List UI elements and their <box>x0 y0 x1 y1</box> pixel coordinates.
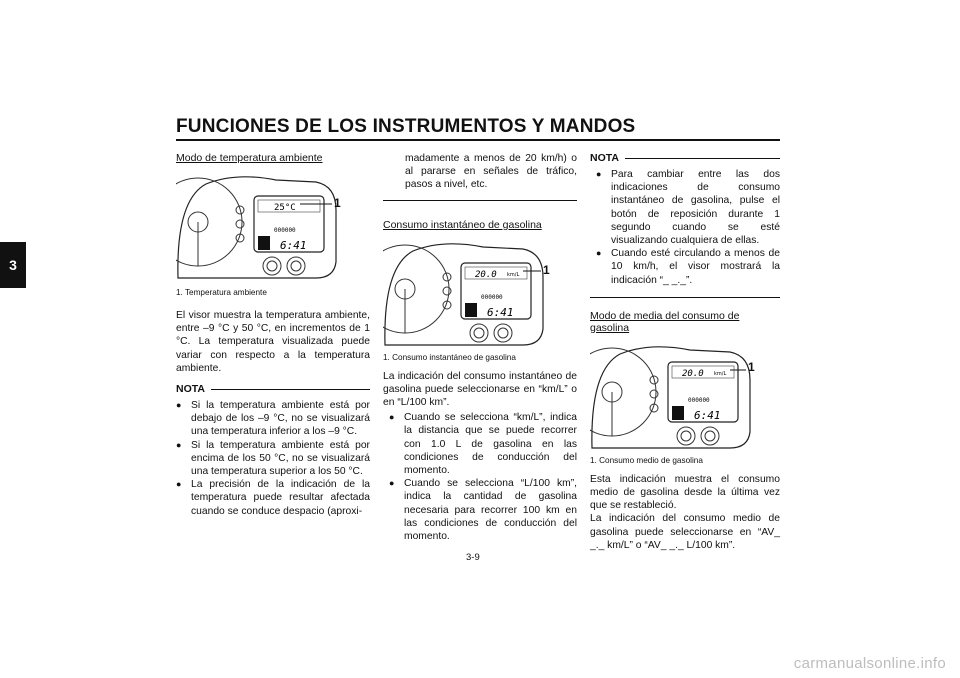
section-title-instant-fuel: Consumo instantáneo de gasolina <box>383 218 542 231</box>
chapter-tab: 3 <box>0 242 26 288</box>
figure-callout: 1 <box>748 359 755 374</box>
page-number: 3-9 <box>466 552 480 563</box>
display-value: 20.0 <box>475 269 497 280</box>
display-unit: km/L <box>507 271 520 278</box>
page-header-title: FUNCIONES DE LOS INSTRUMENTOS Y MANDOS <box>176 116 636 137</box>
nota-list <box>176 399 370 518</box>
instrument-cluster-illustration <box>176 170 340 282</box>
figure-caption: 1. Temperatura ambiente <box>176 288 267 297</box>
nota-heading <box>176 383 370 395</box>
column-2 <box>383 152 577 543</box>
display-clock: 6:41 <box>694 408 721 422</box>
display-clock: 6:41 <box>280 239 307 252</box>
header-rule <box>176 139 780 141</box>
figure-caption: 1. Consumo instantáneo de gasolina <box>383 352 516 362</box>
figure-callout: 1 <box>543 262 550 277</box>
instant-fuel-list <box>383 411 577 543</box>
figure-instant-fuel <box>383 237 577 349</box>
paragraph-average-fuel-2: La indicación del consumo medio de gasolina puede seleccionarse en “AV_ _._ km/L” o “AV_ _._ L/100 km”. <box>590 513 780 551</box>
display-value: 25°C <box>274 203 296 213</box>
paragraph-instant-fuel: La indicación del consumo instantáneo de gasolina puede seleccionarse en “km/L” o en “L/100 km”. <box>383 370 577 409</box>
figure-caption: 1. Consumo medio de gasolina <box>590 455 703 465</box>
section-title-ambient-temp: Modo de temperatura ambiente <box>176 152 323 164</box>
display-unit: km/L <box>714 370 727 377</box>
figure-ambient-temp <box>176 170 370 282</box>
column-3 <box>590 152 780 552</box>
nota-label: NOTA <box>590 152 619 164</box>
nota-end-rule <box>383 200 577 201</box>
paragraph-continued: madamente a menos de 20 km/h) o al pararse en señales de tráfico, pasos a nivel, etc. <box>405 153 577 191</box>
paragraph-average-fuel-1: Esta indicación muestra el consumo medio de gasolina desde la última vez que se restableció. <box>590 473 780 512</box>
list-item: ● Para cambiar entre las dos indicaciones de consumo instantáneo de gasolina, pulse el botón de reposición durante 1 segundo cuando se esté visualizando cualquiera de ellas. <box>596 168 780 247</box>
list-item: ● La precisión de la indicación de la temperatura puede resultar afectada cuando se conduce despacio (aproxi- <box>176 478 370 518</box>
nota-heading <box>590 152 780 164</box>
list-item: ● Cuando se selecciona “km/L”, indica la distancia que se puede recorrer con 1.0 L de gasolina en las condiciones de conducción del momento. <box>389 411 577 477</box>
instrument-cluster-illustration <box>383 237 547 349</box>
figure-callout: 1 <box>334 196 341 210</box>
paragraph-ambient-temp: El visor muestra la temperatura ambiente, entre –9 °C y 50 °C, en incrementos de 1 °C. La temperatura visualizada puede variar con respecto a la temperatura ambiente. <box>176 310 370 374</box>
list-item: ● Cuando esté circulando a menos de 10 km/h, el visor mostrará la indicación “_ _._”. <box>596 247 780 287</box>
instrument-cluster-illustration <box>590 340 754 452</box>
nota-label: NOTA <box>176 383 205 396</box>
display-odo: 000000 <box>688 396 710 404</box>
display-value: 20.0 <box>682 368 704 379</box>
list-item: ● Si la temperatura ambiente está por encima de los 50 °C, no se visualizará una temperatura superior a los 50 °C. <box>176 439 370 479</box>
list-item: ● Si la temperatura ambiente está por debajo de los –9 °C, no se visualizará una temperatura inferior a los –9 °C. <box>176 399 370 439</box>
display-odo: 000000 <box>274 227 296 234</box>
column-1 <box>176 152 370 518</box>
figure-average-fuel <box>590 340 780 452</box>
nota-list <box>590 168 780 287</box>
nota-end-rule <box>590 297 780 298</box>
list-item: ● Cuando se selecciona “L/100 km”, indica la cantidad de gasolina necesaria para recorrer 100 km en las condiciones de conducción del momento. <box>389 477 577 543</box>
section-title-average-fuel: Modo de media del consumo de gasolina <box>590 309 740 334</box>
display-clock: 6:41 <box>487 305 514 319</box>
display-odo: 000000 <box>481 293 503 301</box>
footer-watermark: carmanualsonline.info <box>793 655 946 672</box>
